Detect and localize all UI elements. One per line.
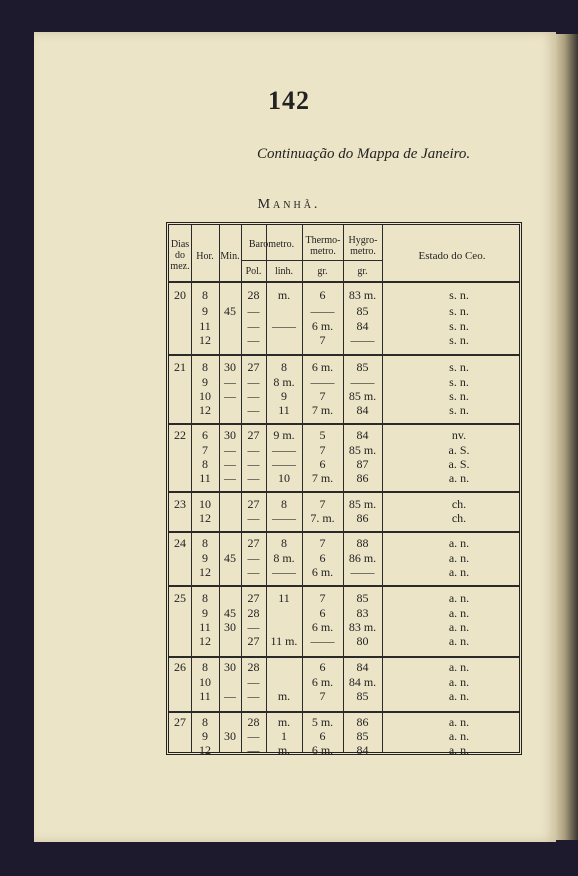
cell-linh: ——	[272, 457, 296, 471]
cell-estado: s. n.	[449, 333, 469, 347]
cell-linh: 8	[281, 497, 287, 511]
cell-linh: 9 m.	[273, 428, 295, 442]
cell-linh: 8	[281, 536, 287, 550]
cell-hygro: 84 m.	[348, 675, 377, 689]
cell-hygro: 86	[356, 715, 369, 729]
cell-linh: 11 m.	[270, 634, 298, 648]
section-title: Manhã.	[257, 197, 321, 212]
cell-hygro: 85 m.	[348, 443, 377, 457]
cell-linh: ——	[272, 443, 296, 457]
col-divider	[382, 225, 383, 752]
cell-estado: a. n.	[448, 551, 470, 565]
cell-linh: m.	[277, 288, 291, 302]
cell-estado: a. n.	[448, 565, 470, 579]
cell-hygro: 86	[356, 511, 369, 525]
cell-thermo: 6 m.	[311, 565, 334, 579]
cell-hor: 12	[199, 511, 211, 525]
cell-pol: 27	[247, 634, 260, 648]
cell-hor: 9	[202, 304, 208, 318]
cell-hor: 9	[202, 606, 208, 620]
cell-hor: 9	[202, 551, 208, 565]
cell-linh: 11	[278, 403, 290, 417]
cell-estado: a. S.	[448, 457, 470, 471]
cell-pol: —	[247, 729, 260, 743]
cell-estado: a. n.	[448, 606, 470, 620]
cell-hygro: 85	[356, 304, 369, 318]
cell-thermo: 7	[319, 389, 326, 403]
cell-hor: 8	[202, 536, 208, 550]
cell-estado: a. n.	[448, 743, 470, 757]
day-group-rule	[169, 531, 519, 533]
cell-estado: s. n.	[449, 389, 469, 403]
cell-dia: 26	[174, 660, 186, 674]
cell-hygro: 85	[356, 729, 369, 743]
day-group-rule	[169, 585, 519, 587]
cell-estado: a. n.	[448, 591, 470, 605]
cell-estado: a. n.	[448, 660, 470, 674]
cell-hygro: 87	[356, 457, 369, 471]
cell-hor: 8	[202, 360, 208, 374]
cell-estado: a. n.	[448, 471, 470, 485]
cell-thermo: 6 m.	[311, 620, 334, 634]
cell-hor: 10	[199, 497, 211, 511]
cell-hor: 10	[199, 389, 211, 403]
cell-thermo: 7 m.	[311, 403, 334, 417]
cell-pol: —	[247, 443, 260, 457]
cell-pol: —	[247, 620, 260, 634]
cell-hor: 12	[199, 333, 211, 347]
cell-pol: —	[247, 333, 260, 347]
cell-pol: —	[247, 511, 260, 525]
cell-thermo: 6	[319, 729, 326, 743]
cell-linh: 8 m.	[273, 375, 295, 389]
cell-hygro: 85	[356, 689, 369, 703]
cell-hygro: 84	[356, 660, 369, 674]
cell-pol: —	[247, 375, 260, 389]
day-group-rule	[169, 656, 519, 658]
cell-thermo: ——	[310, 375, 335, 389]
cell-min: —	[224, 375, 236, 389]
cell-estado: a. n.	[448, 675, 470, 689]
cell-hor: 6	[202, 428, 208, 442]
table-subtitle: Continuação do Mappa de Janeiro.	[257, 146, 471, 162]
cell-linh: 8	[281, 360, 287, 374]
cell-estado: a. n.	[448, 715, 470, 729]
cell-hygro: 84	[356, 743, 369, 757]
cell-linh: 10	[278, 471, 290, 485]
cell-pol: 27	[247, 536, 260, 550]
cell-pol: —	[247, 551, 260, 565]
cell-pol: —	[247, 389, 260, 403]
cell-hor: 8	[202, 591, 208, 605]
cell-thermo: 7	[319, 497, 326, 511]
cell-hygro: 85	[356, 360, 369, 374]
cell-min: —	[224, 689, 236, 703]
cell-min: 30	[224, 428, 236, 442]
cell-estado: a. n.	[448, 729, 470, 743]
cell-pol: —	[247, 319, 260, 333]
cell-thermo: 7	[319, 333, 326, 347]
cell-thermo: 7. m.	[310, 511, 335, 525]
cell-hor: 11	[199, 689, 211, 703]
cell-thermo: ——	[310, 304, 335, 318]
header-thermo-unit: gr.	[317, 266, 328, 277]
cell-thermo: ——	[310, 634, 335, 648]
cell-thermo: 6 m.	[311, 360, 334, 374]
cell-estado: s. n.	[449, 403, 469, 417]
cell-hor: 12	[199, 565, 211, 579]
cell-hygro: 85 m.	[348, 389, 377, 403]
cell-hor: 9	[202, 375, 208, 389]
cell-estado: nv.	[451, 428, 467, 442]
cell-min: 45	[224, 606, 236, 620]
weather-table	[166, 222, 522, 755]
cell-pol: —	[247, 403, 260, 417]
cell-hygro: 83 m.	[348, 288, 377, 302]
header-bottom-rule	[169, 281, 519, 283]
cell-estado: ch.	[451, 511, 467, 525]
cell-pol: 27	[247, 360, 260, 374]
cell-hygro: ——	[350, 375, 375, 389]
cell-thermo: 6	[319, 606, 326, 620]
cell-hygro: 84	[356, 428, 369, 442]
cell-estado: s. n.	[449, 304, 469, 318]
cell-thermo: 6 m.	[311, 743, 334, 757]
cell-pol: 28	[247, 715, 260, 729]
cell-hygro: 84	[356, 319, 369, 333]
cell-thermo: 7	[319, 443, 326, 457]
page-number: 142	[268, 86, 310, 115]
cell-hor: 9	[202, 729, 208, 743]
cell-hygro: 83	[356, 606, 369, 620]
cell-thermo: 7	[319, 591, 326, 605]
cell-dia: 21	[174, 360, 186, 374]
cell-pol: —	[247, 565, 260, 579]
cell-min: —	[224, 389, 236, 403]
cell-hygro: 83 m.	[348, 620, 377, 634]
day-group-rule	[169, 423, 519, 425]
cell-min: 30	[224, 660, 236, 674]
cell-hygro: 85	[356, 591, 369, 605]
cell-estado: a. n.	[448, 634, 470, 648]
cell-thermo: 6 m.	[311, 675, 334, 689]
header-pol: Pol.	[245, 266, 262, 277]
cell-hor: 11	[199, 319, 211, 333]
cell-pol: 27	[247, 497, 260, 511]
col-divider	[266, 225, 267, 752]
cell-linh: ——	[272, 319, 296, 333]
cell-hygro: 86	[356, 471, 369, 485]
cell-min: —	[224, 471, 236, 485]
cell-estado: s. n.	[449, 288, 469, 302]
cell-estado: s. n.	[449, 319, 469, 333]
day-group-rule	[169, 354, 519, 356]
cell-estado: s. n.	[449, 375, 469, 389]
cell-thermo: 5	[319, 428, 326, 442]
header-linh: linh.	[274, 266, 294, 277]
cell-linh: 8 m.	[273, 551, 295, 565]
cell-thermo: 7 m.	[311, 471, 334, 485]
header-hygro: Hygro-metro.	[348, 235, 378, 257]
cell-hor: 12	[199, 743, 211, 757]
cell-dia: 25	[174, 591, 186, 605]
cell-linh: m.	[277, 743, 291, 757]
header-dias: Dias do mez.	[170, 239, 190, 272]
header-thermo: Thermo-metro.	[305, 235, 341, 257]
cell-min: 30	[224, 729, 236, 743]
cell-pol: —	[247, 457, 260, 471]
cell-thermo: 6	[319, 457, 326, 471]
cell-hor: 8	[202, 288, 208, 302]
cell-hor: 12	[199, 634, 211, 648]
cell-min: 30	[224, 360, 236, 374]
header-estado: Estado do Ceo.	[418, 250, 486, 262]
cell-dia: 20	[174, 288, 186, 302]
cell-dia: 22	[174, 428, 186, 442]
cell-pol: —	[247, 304, 260, 318]
cell-estado: ch.	[451, 497, 467, 511]
cell-pol: —	[247, 689, 260, 703]
cell-hor: 11	[199, 620, 211, 634]
day-group-rule	[169, 711, 519, 713]
header-hygro-unit: gr.	[357, 266, 368, 277]
cell-linh: 1	[281, 729, 287, 743]
cell-estado: s. n.	[449, 360, 469, 374]
cell-min: 45	[224, 551, 236, 565]
cell-linh: m.	[277, 689, 291, 703]
cell-pol: —	[247, 675, 260, 689]
cell-dia: 24	[174, 536, 186, 550]
cell-hygro: 88	[356, 536, 369, 550]
cell-pol: —	[247, 743, 260, 757]
cell-hygro: 86 m.	[348, 551, 377, 565]
cell-hor: 8	[202, 715, 208, 729]
cell-hygro: 85 m.	[348, 497, 377, 511]
header-barometro: Barometro.	[248, 239, 295, 250]
cell-thermo: 5 m.	[311, 715, 334, 729]
cell-pol: 28	[247, 288, 260, 302]
page-edge	[556, 34, 578, 840]
cell-pol: 28	[247, 606, 260, 620]
cell-hygro: 84	[356, 403, 369, 417]
cell-pol: 28	[247, 660, 260, 674]
cell-dia: 23	[174, 497, 186, 511]
cell-linh: ——	[272, 511, 296, 525]
cell-thermo: 7	[319, 689, 326, 703]
cell-hor: 10	[199, 675, 211, 689]
cell-estado: a. S.	[448, 443, 470, 457]
cell-linh: 9	[281, 389, 287, 403]
cell-thermo: 7	[319, 536, 326, 550]
cell-hor: 11	[199, 471, 211, 485]
cell-estado: a. n.	[448, 536, 470, 550]
cell-min: —	[224, 443, 236, 457]
cell-hygro: ——	[350, 565, 375, 579]
cell-pol: 27	[247, 428, 260, 442]
cell-hor: 7	[202, 443, 208, 457]
cell-hor: 8	[202, 660, 208, 674]
cell-min: 30	[224, 620, 236, 634]
cell-pol: —	[247, 471, 260, 485]
header-min: Min.	[220, 251, 240, 262]
cell-thermo: 6	[319, 288, 326, 302]
cell-estado: a. n.	[448, 620, 470, 634]
cell-thermo: 6 m.	[311, 319, 334, 333]
cell-min: —	[224, 457, 236, 471]
cell-min: 45	[224, 304, 236, 318]
header-hor: Hor.	[196, 251, 214, 262]
cell-thermo: 6	[319, 660, 326, 674]
cell-hor: 12	[199, 403, 211, 417]
cell-hygro: 80	[356, 634, 369, 648]
cell-dia: 27	[174, 715, 186, 729]
cell-linh: 11	[278, 591, 290, 605]
cell-estado: a. n.	[448, 689, 470, 703]
day-group-rule	[169, 491, 519, 493]
cell-linh: ——	[272, 565, 296, 579]
header-subdivider	[241, 260, 382, 261]
cell-thermo: 6	[319, 551, 326, 565]
cell-linh: m.	[277, 715, 291, 729]
cell-hygro: ——	[350, 333, 375, 347]
cell-hor: 8	[202, 457, 208, 471]
cell-pol: 27	[247, 591, 260, 605]
